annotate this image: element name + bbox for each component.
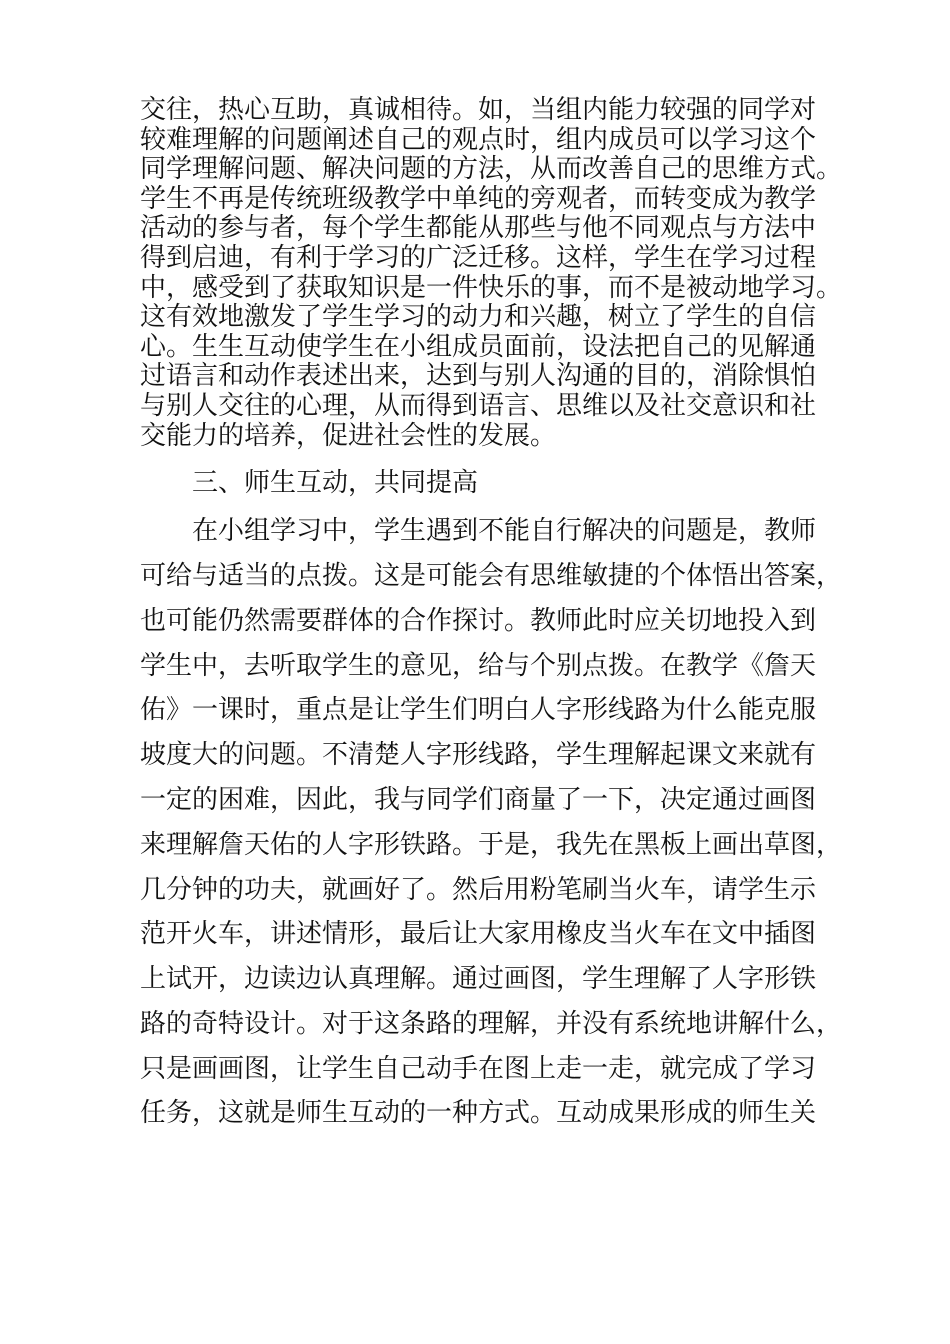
text-line: 交能力的培养，促进社会性的发展。 xyxy=(140,420,557,451)
text-line: 几分钟的功夫，就画好了。然后用粉笔刷当火车，请学生示 xyxy=(140,874,817,905)
paragraph-teacher-student-interaction xyxy=(140,509,843,1136)
text-line: 过语言和动作表述出来，达到与别人沟通的目的，消除惧怕 xyxy=(140,361,817,392)
text-line: 这有效地激发了学生学习的动力和兴趣，树立了学生的自信 xyxy=(140,302,817,333)
text-line: 来理解詹天佑的人字形铁路。于是，我先在黑板上画出草图， xyxy=(140,829,843,860)
text-line: 得到启迪，有利于学习的广泛迁移。这样，学生在学习过程 xyxy=(140,242,817,273)
text-line: 坡度大的问题。不清楚人字形线路，学生理解起课文来就有 xyxy=(140,740,817,771)
section-heading: 三、师生互动，共同提高 xyxy=(192,468,479,499)
text-line: 活动的参与者，每个学生都能从那些与他不同观点与方法中 xyxy=(140,213,817,244)
text-line: 佑》一课时，重点是让学生们明白人字形线路为什么能克服 xyxy=(140,695,817,726)
text-line: 可给与适当的点拨。这是可能会有思维敏捷的个体悟出答案， xyxy=(140,560,843,591)
text-line: 只是画画图，让学生自己动手在图上走一走，就完成了学习 xyxy=(140,1053,817,1084)
text-line: 范开火车，讲述情形，最后让大家用橡皮当火车在文中插图 xyxy=(140,919,817,950)
text-line: 上试开，边读边认真理解。通过画图，学生理解了人字形铁 xyxy=(140,964,817,995)
text-line: 心。生生互动使学生在小组成员面前，设法把自己的见解通 xyxy=(140,331,817,362)
text-line: 学生不再是传统班级教学中单纯的旁观者，而转变成为教学 xyxy=(140,183,817,214)
text-line: 任务，这就是师生互动的一种方式。互动成果形成的师生关 xyxy=(140,1098,817,1129)
paragraph-peer-interaction xyxy=(140,95,843,451)
text-line: 也可能仍然需要群体的合作探讨。教师此时应关切地投入到 xyxy=(140,605,817,636)
text-line: 交往，热心互助，真诚相待。如，当组内能力较强的同学对 xyxy=(140,95,817,125)
text-line: 学生中，去听取学生的意见，给与个别点拨。在教学《詹天 xyxy=(140,650,817,681)
text-line: 在小组学习中，学生遇到不能自行解决的问题是，教师 xyxy=(192,516,817,547)
text-line: 一定的困难，因此，我与同学们商量了一下，决定通过画图 xyxy=(140,784,817,815)
text-line: 同学理解问题、解决问题的方法，从而改善自己的思维方式。 xyxy=(140,154,843,185)
text-line: 中，感受到了获取知识是一件快乐的事，而不是被动地学习。 xyxy=(140,272,843,303)
text-line: 较难理解的问题阐述自己的观点时，组内成员可以学习这个 xyxy=(140,124,817,155)
text-line: 与别人交往的心理，从而得到语言、思维以及社交意识和社 xyxy=(140,390,817,421)
text-line: 路的奇特设计。对于这条路的理解，并没有系统地讲解什么， xyxy=(140,1008,843,1039)
document-page xyxy=(140,95,843,1136)
